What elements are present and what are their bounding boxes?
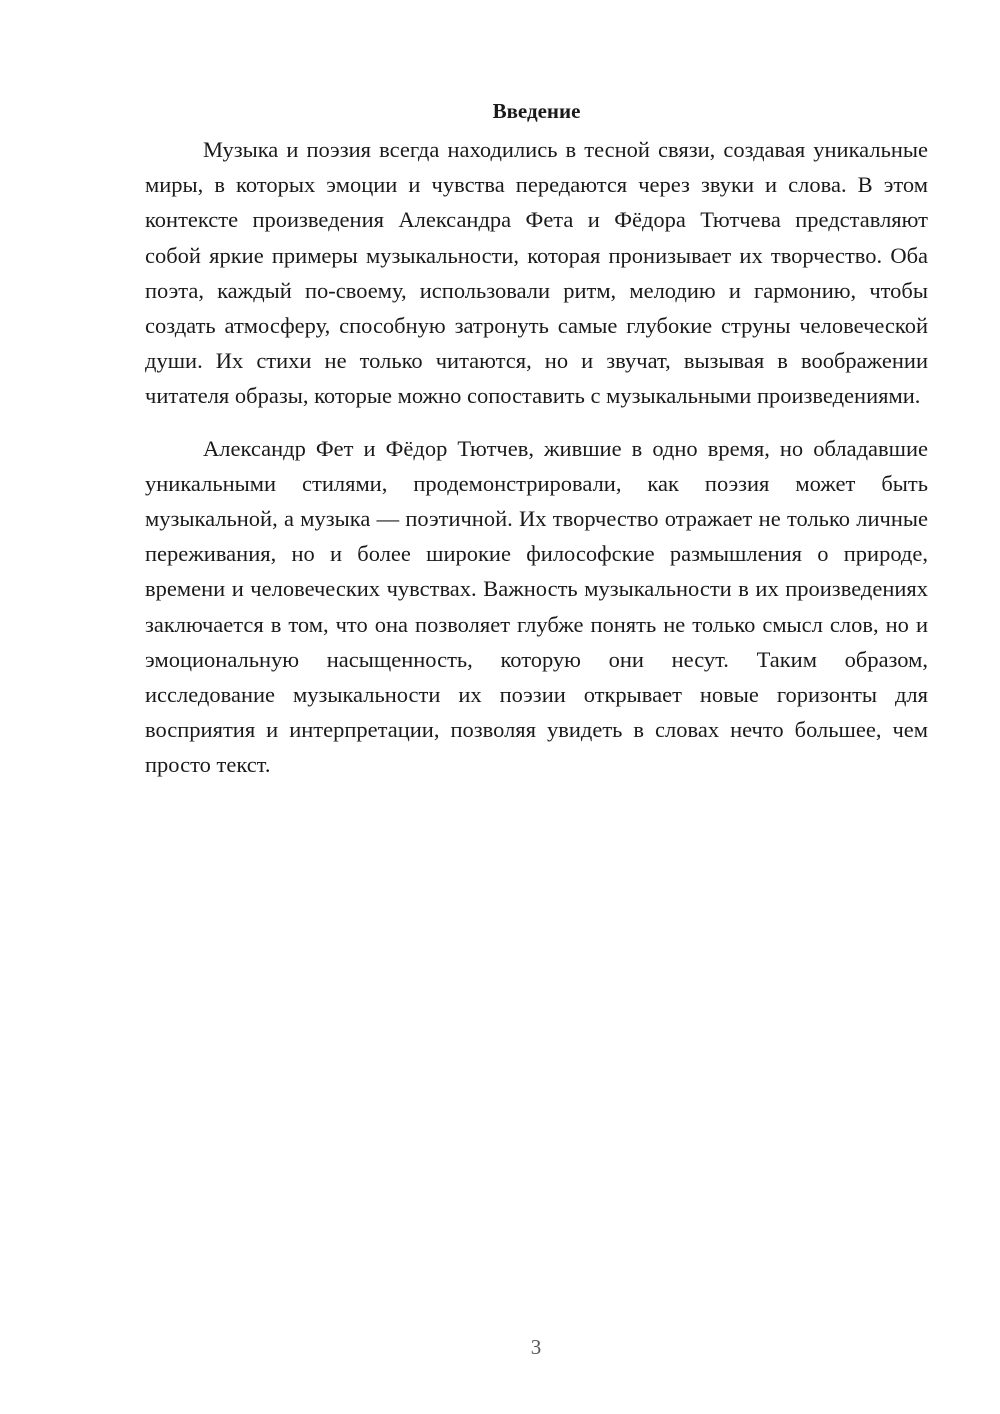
- paragraph-1: Музыка и поэзия всегда находились в тесной связи, создавая уникальные миры, в которых эмоции и чувства передаются через звуки и слова. В этом контексте произведения Александра Фета и Фёдора Тютчева представляют собой яркие примеры музыкальности, которая пронизывает их творчество. Оба поэта, каждый по-своему, использовали ритм, мелодию и гармонию, чтобы создать атмосферу, способную затронуть самые глубокие струны человеческой души. Их стихи не только читаются, но и звучат, вызывая в воображении читателя образы, которые можно сопоставить с музыкальными произведениями.: [145, 137, 928, 409]
- page-number: 3: [530, 1335, 542, 1359]
- paragraph-2: Александр Фет и Фёдор Тютчев, жившие в одно время, но обладавшие уникальными стилями, продемонстрировали, как поэзия может быть музыкальной, а музыка — поэтичной. Их творчество отражает не только личные переживания, но и более широкие философские размышления о природе, времени и человеческих чувствах. Важность музыкальности в их произведениях заключается в том, что она позволяет глубже понять не только смысл слов, но и эмоциональную насыщенность, которую они несут. Таким образом, исследование музыкальности их поэзии открывает новые горизонты для восприятия и интерпретации, позволяя увидеть в словах нечто большее, чем просто текст.: [145, 435, 928, 778]
- page-content: [145, 93, 928, 800]
- section-title: Введение: [492, 99, 581, 123]
